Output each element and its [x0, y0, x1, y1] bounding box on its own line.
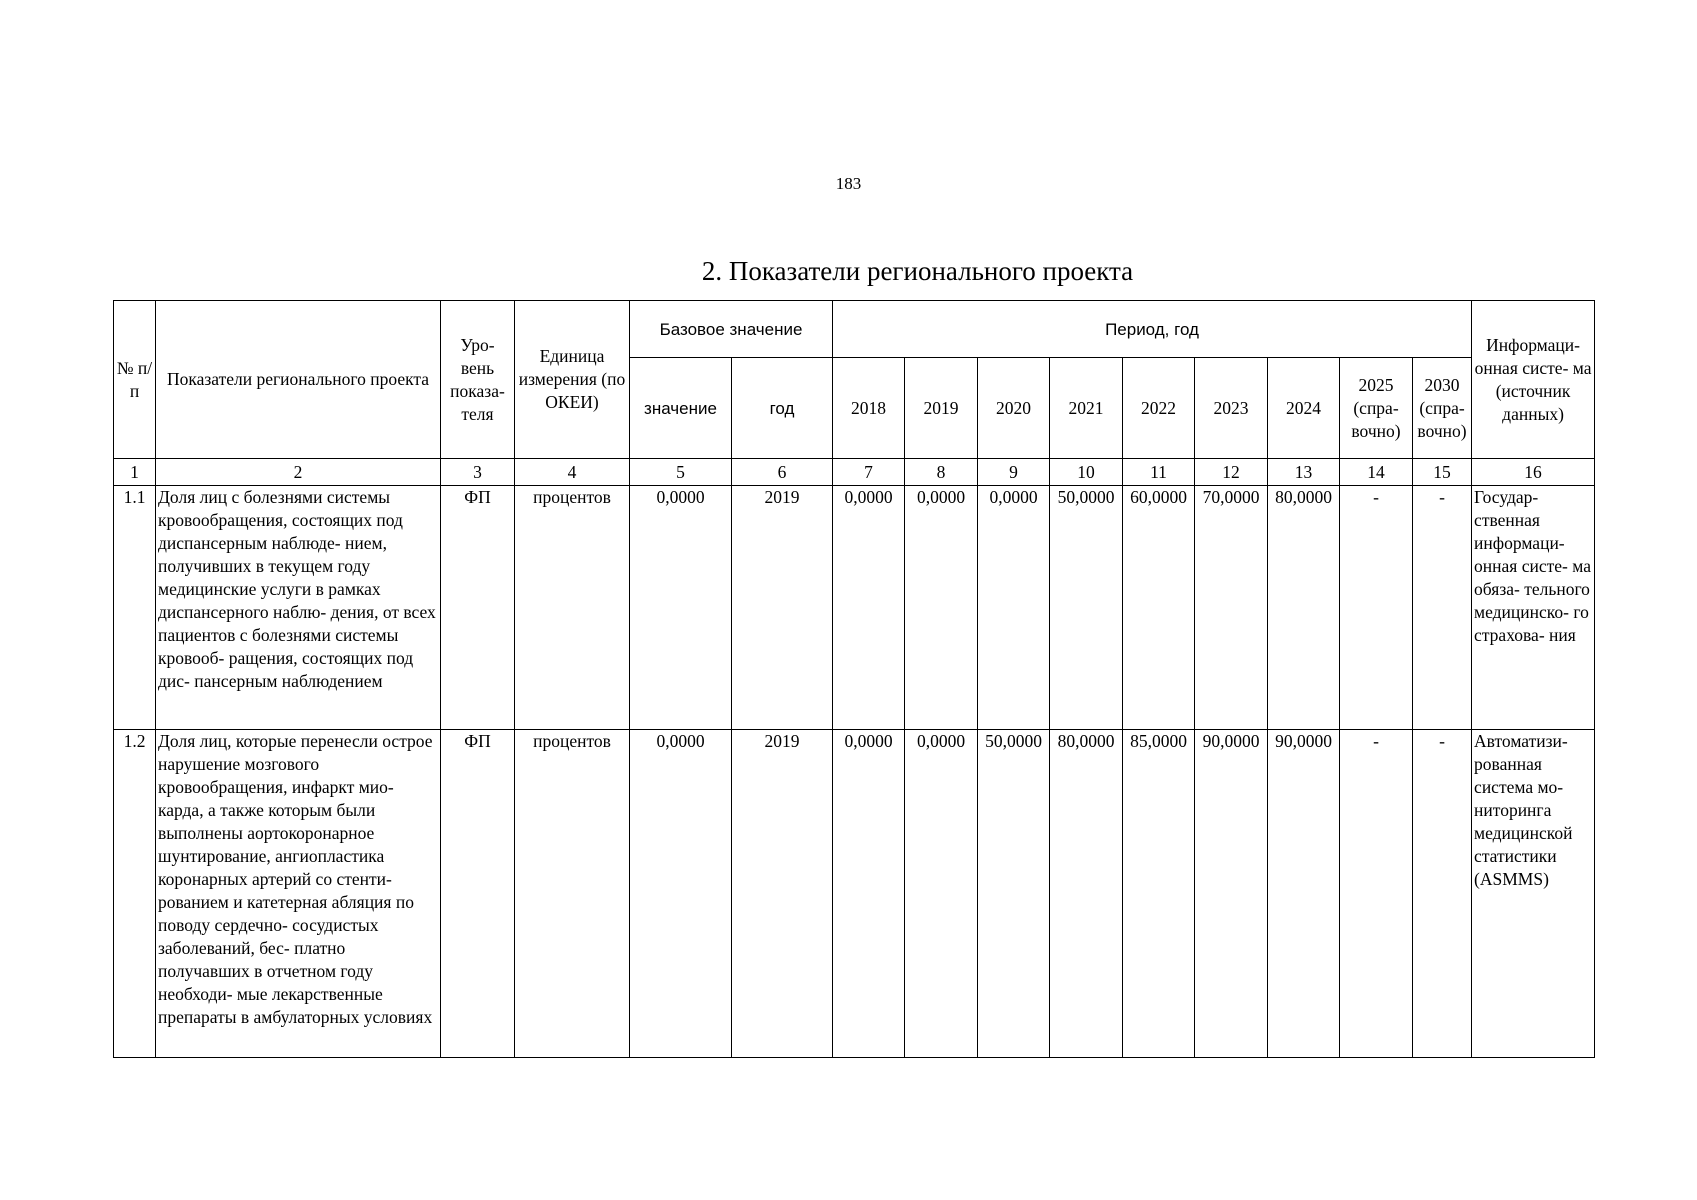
column-number: 8 [905, 459, 978, 486]
column-number: 13 [1268, 459, 1340, 486]
row-unit: процентов [515, 486, 630, 730]
column-number: 1 [114, 459, 156, 486]
row-num: 1.2 [114, 730, 156, 1058]
row-level: ФП [441, 486, 515, 730]
header-indicator: Показатели регионального проекта [156, 301, 441, 459]
column-number-row [114, 459, 1595, 486]
column-number: 5 [630, 459, 732, 486]
row-value: 50,0000 [1050, 486, 1123, 730]
row-value: - [1340, 486, 1413, 730]
header-base-year: год [732, 358, 833, 459]
column-number: 12 [1195, 459, 1268, 486]
row-value: 0,0000 [833, 730, 905, 1058]
row-value: - [1413, 730, 1472, 1058]
row-value: 80,0000 [1050, 730, 1123, 1058]
header-source: Информаци- онная систе- ма (источник данных) [1472, 301, 1595, 459]
row-value: 50,0000 [978, 730, 1050, 1058]
row-num: 1.1 [114, 486, 156, 730]
row-unit: процентов [515, 730, 630, 1058]
header-year: 2023 [1195, 358, 1268, 459]
row-base-value: 0,0000 [630, 730, 732, 1058]
header-period: Период, год [833, 301, 1472, 358]
page-title: 2. Показатели регионального проекта [701, 256, 1134, 286]
row-value: 0,0000 [978, 486, 1050, 730]
row-indicator: Доля лиц, которые перенесли острое нарушение мозгового кровообращения, инфаркт мио- карда, а также которым были выполнены аортокоронарное шунтирование, ангиопластика коронарных артерий со стенти- рованием и катетерная абляция по поводу сердечно- сосудистых заболеваний, бес- платно получавших в отчетном году необходи- мые лекарственные препараты в амбулаторных условиях [156, 730, 441, 1058]
row-base-value: 0,0000 [630, 486, 732, 730]
row-source: Государ- ственная информаци- онная систе- ма обяза- тельного медицинско- го страхова- ния [1472, 486, 1595, 730]
header-year: 2030 (спра- вочно) [1413, 358, 1472, 459]
header-year: 2021 [1050, 358, 1123, 459]
indicators-table [113, 300, 1595, 1058]
row-value: 90,0000 [1195, 730, 1268, 1058]
row-value: 85,0000 [1123, 730, 1195, 1058]
row-level: ФП [441, 730, 515, 1058]
row-source: Автоматизи- рованная система мо- ниторинга медицинской статистики (ASMMS) [1472, 730, 1595, 1058]
header-year: 2019 [905, 358, 978, 459]
row-value: 60,0000 [1123, 486, 1195, 730]
column-number: 6 [732, 459, 833, 486]
row-value: 70,0000 [1195, 486, 1268, 730]
header-year: 2022 [1123, 358, 1195, 459]
table-row [114, 486, 1595, 730]
header-unit: Единица измерения (по ОКЕИ) [515, 301, 630, 459]
column-number: 2 [156, 459, 441, 486]
column-number: 11 [1123, 459, 1195, 486]
header-base-value: значение [630, 358, 732, 459]
row-value: - [1340, 730, 1413, 1058]
header-year: 2020 [978, 358, 1050, 459]
column-number: 4 [515, 459, 630, 486]
column-number: 3 [441, 459, 515, 486]
row-base-year: 2019 [732, 730, 833, 1058]
row-value: 90,0000 [1268, 730, 1340, 1058]
column-number: 7 [833, 459, 905, 486]
column-number: 10 [1050, 459, 1123, 486]
header-num: № п/п [114, 301, 156, 459]
row-indicator: Доля лиц с болезнями системы кровообращения, состоящих под диспансерным наблюде- нием, получивших в текущем году медицинские услуги в рамках диспансерного наблю- дения, от всех пациентов с болезнями системы кровооб- ращения, состоящих под дис- пансерным наблюдением [156, 486, 441, 730]
table-row [114, 730, 1595, 1058]
header-level: Уро- вень показа- теля [441, 301, 515, 459]
header-base: Базовое значение [630, 301, 833, 358]
page-number: 183 [835, 174, 862, 193]
column-number: 16 [1472, 459, 1595, 486]
row-value: 0,0000 [833, 486, 905, 730]
row-value: 80,0000 [1268, 486, 1340, 730]
row-value: 0,0000 [905, 730, 978, 1058]
row-value: 0,0000 [905, 486, 978, 730]
column-number: 15 [1413, 459, 1472, 486]
header-year: 2025 (спра- вочно) [1340, 358, 1413, 459]
row-value: - [1413, 486, 1472, 730]
column-number: 14 [1340, 459, 1413, 486]
column-number: 9 [978, 459, 1050, 486]
row-base-year: 2019 [732, 486, 833, 730]
header-year: 2018 [833, 358, 905, 459]
header-year: 2024 [1268, 358, 1340, 459]
